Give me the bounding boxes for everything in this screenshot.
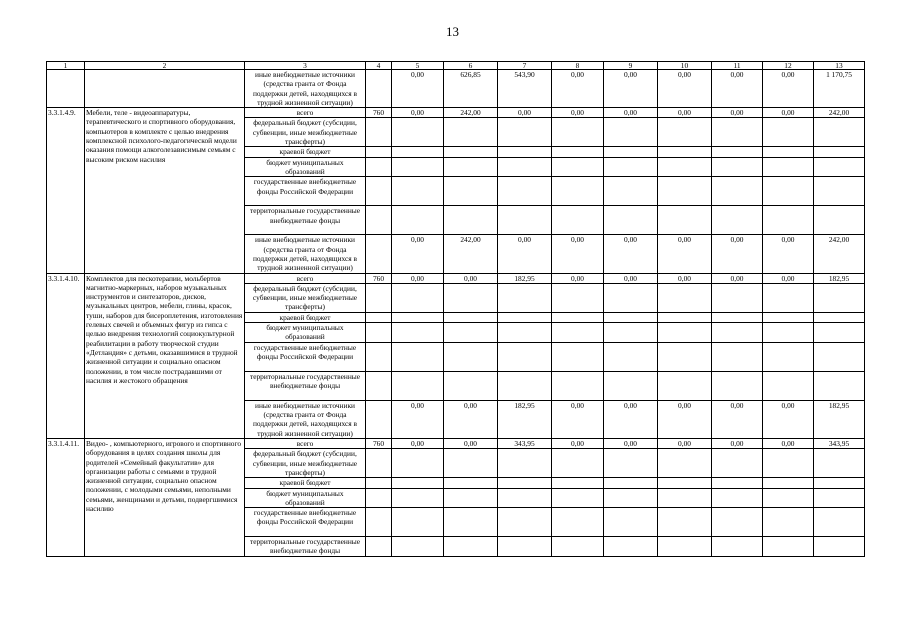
value-cell: 0,00	[763, 438, 814, 448]
value-cell	[604, 508, 658, 537]
value-cell	[712, 449, 763, 478]
header-cell: 1	[47, 62, 85, 70]
value-cell	[552, 206, 604, 235]
value-cell	[552, 478, 604, 488]
value-cell	[712, 206, 763, 235]
value-cell: 242,00	[814, 235, 865, 273]
value-cell	[658, 283, 712, 312]
col4-cell	[366, 147, 392, 157]
value-cell	[552, 508, 604, 537]
value-cell	[552, 147, 604, 157]
value-cell	[763, 323, 814, 343]
value-cell	[763, 449, 814, 478]
value-cell	[658, 449, 712, 478]
header-cell: 7	[498, 62, 552, 70]
value-cell	[814, 283, 865, 312]
source-cell: государственные внебюджетные фонды Российской Федерации	[245, 342, 366, 371]
value-cell	[814, 206, 865, 235]
value-cell	[658, 488, 712, 508]
value-cell	[763, 488, 814, 508]
value-cell	[658, 206, 712, 235]
col4-cell	[366, 400, 392, 438]
value-cell: 0,00	[763, 108, 814, 118]
col4-cell	[366, 283, 392, 312]
source-cell: иные внебюджетные источники (средства гранта от Фонда поддержки детей, находящихся в трудной жизненной ситуации)	[245, 400, 366, 438]
value-cell	[366, 70, 392, 108]
value-cell: 0,00	[763, 400, 814, 438]
value-cell	[763, 118, 814, 147]
value-cell: 0,00	[552, 400, 604, 438]
value-cell	[763, 147, 814, 157]
source-cell: краевой бюджет	[245, 478, 366, 488]
value-cell	[814, 478, 865, 488]
value-cell: 0,00	[604, 235, 658, 273]
value-cell: 0,00	[392, 235, 444, 273]
table-header-row	[47, 62, 865, 70]
value-cell	[392, 147, 444, 157]
value-cell	[444, 488, 498, 508]
value-cell	[444, 537, 498, 557]
col4-cell	[366, 537, 392, 557]
value-cell	[444, 206, 498, 235]
value-cell: 0,00	[444, 400, 498, 438]
value-cell	[552, 488, 604, 508]
value-cell: 182,95	[498, 273, 552, 283]
value-cell	[498, 478, 552, 488]
col4-cell	[366, 508, 392, 537]
value-cell	[712, 488, 763, 508]
value-cell: 0,00	[498, 235, 552, 273]
value-cell	[444, 323, 498, 343]
value-cell	[712, 312, 763, 322]
value-cell	[814, 371, 865, 400]
source-cell: всего	[245, 108, 366, 118]
value-cell: 0,00	[712, 273, 763, 283]
value-cell: 0,00	[604, 70, 658, 108]
source-cell: всего	[245, 438, 366, 448]
value-cell: 0,00	[763, 70, 814, 108]
item-code: 3.3.1.4.9.	[47, 108, 85, 273]
value-cell	[498, 206, 552, 235]
value-cell: 0,00	[604, 108, 658, 118]
value-cell	[498, 449, 552, 478]
source-cell: федеральный бюджет (субсидии, субвенции, иные межбюджетные трансферты)	[245, 118, 366, 147]
value-cell	[658, 157, 712, 177]
value-cell: 343,95	[498, 438, 552, 448]
value-cell: 0,00	[658, 235, 712, 273]
source-cell: территориальные государственные внебюджетные фонды	[245, 537, 366, 557]
value-cell	[392, 342, 444, 371]
header-cell: 5	[392, 62, 444, 70]
value-cell	[552, 449, 604, 478]
value-cell: 0,00	[392, 70, 444, 108]
value-cell	[444, 449, 498, 478]
value-cell	[712, 508, 763, 537]
value-cell: 0,00	[604, 273, 658, 283]
value-cell	[658, 342, 712, 371]
value-cell	[712, 323, 763, 343]
value-cell	[498, 488, 552, 508]
value-cell	[604, 118, 658, 147]
value-cell: 0,00	[552, 108, 604, 118]
value-cell	[498, 508, 552, 537]
value-cell: 242,00	[444, 235, 498, 273]
value-cell	[552, 323, 604, 343]
value-cell	[444, 177, 498, 206]
value-cell	[392, 157, 444, 177]
value-cell: 0,00	[604, 400, 658, 438]
value-cell	[658, 323, 712, 343]
value-cell	[658, 508, 712, 537]
value-cell	[392, 449, 444, 478]
source-cell: государственные внебюджетные фонды Российской Федерации	[245, 177, 366, 206]
value-cell: 0,00	[712, 438, 763, 448]
source-cell: иные внебюджетные источники (средства гранта от Фонда поддержки детей, находящихся в трудной жизненной ситуации)	[245, 235, 366, 273]
item-code: 3.3.1.4.11.	[47, 438, 85, 556]
value-cell	[552, 371, 604, 400]
value-cell	[763, 508, 814, 537]
value-cell	[712, 147, 763, 157]
value-cell: 0,00	[552, 273, 604, 283]
col4-cell	[366, 449, 392, 478]
value-cell	[658, 537, 712, 557]
col4-cell	[366, 371, 392, 400]
value-cell	[498, 371, 552, 400]
value-cell	[763, 371, 814, 400]
source-cell: территориальные государственные внебюджетные фонды	[245, 206, 366, 235]
value-cell	[444, 342, 498, 371]
value-cell	[552, 118, 604, 147]
value-cell	[444, 508, 498, 537]
value-cell: 0,00	[392, 438, 444, 448]
value-cell	[552, 312, 604, 322]
name-cell	[85, 70, 245, 108]
value-cell: 0,00	[712, 400, 763, 438]
value-cell	[604, 206, 658, 235]
value-cell	[498, 147, 552, 157]
value-cell	[552, 177, 604, 206]
value-cell	[604, 342, 658, 371]
value-cell: 0,00	[444, 273, 498, 283]
value-cell	[658, 118, 712, 147]
value-cell	[814, 177, 865, 206]
value-cell	[498, 157, 552, 177]
value-cell	[444, 312, 498, 322]
header-cell: 13	[814, 62, 865, 70]
value-cell	[604, 147, 658, 157]
header-cell: 10	[658, 62, 712, 70]
value-cell: 182,95	[498, 400, 552, 438]
value-cell	[392, 283, 444, 312]
col4-cell: 760	[366, 108, 392, 118]
col4-cell	[366, 312, 392, 322]
item-name: Видео- , компьютерного, игрового и спортивного оборудования в целях создания школы для родителей «Семейный факультатив» для организации работы с семьями в трудной жизненной ситуации, социально опасном положении, с молодыми семьями, неполными семьями, женщинами и детьми, подвергшимися насилию	[85, 438, 245, 556]
value-cell: 0,00	[604, 438, 658, 448]
value-cell	[712, 478, 763, 488]
value-cell: 0,00	[712, 70, 763, 108]
value-cell: 0,00	[498, 108, 552, 118]
value-cell: 0,00	[392, 273, 444, 283]
source-cell: краевой бюджет	[245, 147, 366, 157]
value-cell: 0,00	[552, 70, 604, 108]
value-cell	[498, 312, 552, 322]
value-cell	[763, 537, 814, 557]
value-cell: 626,85	[444, 70, 498, 108]
header-cell: 8	[552, 62, 604, 70]
value-cell	[498, 323, 552, 343]
item-name: Комплектов для пескотерапии, мольбертов магнитно-маркерных, наборов музыкальных инструментов и синтезаторов, дисков, музыкальных центров, мебели, глины, красок, туши, наборов для бисероплетения, изготовления гелевых свечей и объемных фигур из гипса с целью внедрения технологий социокультурной реабилитации в работу творческой студии «Детландия» с детьми, оказавшимися в трудной жизненной ситуации и социально опасном положении, в том числе пострадавшими от насилия и жестокого обращения	[85, 273, 245, 438]
value-cell	[392, 488, 444, 508]
value-cell	[604, 157, 658, 177]
value-cell	[814, 537, 865, 557]
col4-cell	[366, 478, 392, 488]
value-cell	[814, 312, 865, 322]
value-cell	[814, 342, 865, 371]
header-cell: 6	[444, 62, 498, 70]
value-cell	[658, 312, 712, 322]
value-cell: 0,00	[658, 108, 712, 118]
source-cell: федеральный бюджет (субсидии, субвенции, иные межбюджетные трансферты)	[245, 449, 366, 478]
value-cell	[498, 118, 552, 147]
page-number: 13	[446, 24, 459, 39]
value-cell	[552, 157, 604, 177]
value-cell	[392, 371, 444, 400]
value-cell	[444, 283, 498, 312]
value-cell: 242,00	[444, 108, 498, 118]
value-cell	[392, 537, 444, 557]
col4-cell	[366, 118, 392, 147]
value-cell: 0,00	[392, 400, 444, 438]
value-cell	[712, 157, 763, 177]
value-cell	[763, 206, 814, 235]
value-cell	[552, 342, 604, 371]
col4-cell	[366, 488, 392, 508]
value-cell: 0,00	[763, 273, 814, 283]
header-cell: 12	[763, 62, 814, 70]
value-cell: 0,00	[658, 273, 712, 283]
value-cell	[444, 371, 498, 400]
source-cell: бюджет муниципальных образований	[245, 488, 366, 508]
value-cell	[658, 371, 712, 400]
value-cell: 343,95	[814, 438, 865, 448]
col4-cell	[366, 323, 392, 343]
value-cell: 1 170,75	[814, 70, 865, 108]
header-cell: 4	[366, 62, 392, 70]
value-cell	[712, 537, 763, 557]
value-cell: 0,00	[552, 438, 604, 448]
value-cell	[444, 118, 498, 147]
value-cell	[604, 449, 658, 478]
value-cell	[658, 478, 712, 488]
value-cell: 0,00	[658, 438, 712, 448]
value-cell	[712, 283, 763, 312]
value-cell	[392, 312, 444, 322]
value-cell	[763, 478, 814, 488]
source-cell: иные внебюджетные источники (средства гранта от Фонда поддержки детей, находящихся в трудной жизненной ситуации)	[245, 70, 366, 108]
source-cell: краевой бюджет	[245, 312, 366, 322]
value-cell	[444, 147, 498, 157]
header-cell: 3	[245, 62, 366, 70]
value-cell	[814, 508, 865, 537]
source-cell: государственные внебюджетные фонды Российской Федерации	[245, 508, 366, 537]
value-cell	[814, 147, 865, 157]
header-cell: 2	[85, 62, 245, 70]
value-cell	[604, 312, 658, 322]
value-cell: 0,00	[763, 235, 814, 273]
value-cell	[712, 177, 763, 206]
value-cell	[392, 508, 444, 537]
value-cell	[392, 118, 444, 147]
code-cell	[47, 70, 85, 108]
source-cell: бюджет муниципальных образований	[245, 323, 366, 343]
value-cell: 0,00	[712, 108, 763, 118]
value-cell	[604, 488, 658, 508]
value-cell	[658, 147, 712, 157]
value-cell: 543,90	[498, 70, 552, 108]
value-cell	[814, 488, 865, 508]
source-cell: территориальные государственные внебюджетные фонды	[245, 371, 366, 400]
item-name: Мебели, теле - видеоаппаратуры, терапевтического и спортивного оборудования, компьютеров в комплекте с целью внедрения комплексной психолого-педагогической модели оказания помощи алкоголезависимым семьям с высоким риском насилия	[85, 108, 245, 273]
col4-cell: 760	[366, 273, 392, 283]
source-cell: бюджет муниципальных образований	[245, 157, 366, 177]
value-cell: 0,00	[392, 108, 444, 118]
value-cell	[444, 478, 498, 488]
value-cell: 0,00	[658, 400, 712, 438]
table-row	[47, 273, 865, 283]
value-cell	[763, 312, 814, 322]
budget-table	[46, 61, 865, 557]
source-cell: всего	[245, 273, 366, 283]
value-cell	[763, 342, 814, 371]
value-cell	[604, 323, 658, 343]
value-cell	[604, 371, 658, 400]
col4-cell: 760	[366, 438, 392, 448]
value-cell	[712, 118, 763, 147]
value-cell	[444, 157, 498, 177]
table-row	[47, 108, 865, 118]
value-cell	[498, 177, 552, 206]
value-cell	[712, 342, 763, 371]
value-cell	[498, 342, 552, 371]
value-cell	[763, 157, 814, 177]
col4-cell	[366, 235, 392, 273]
value-cell	[604, 478, 658, 488]
value-cell	[552, 283, 604, 312]
col4-cell	[366, 342, 392, 371]
value-cell	[604, 283, 658, 312]
table-row	[47, 438, 865, 448]
value-cell: 0,00	[658, 70, 712, 108]
header-cell: 11	[712, 62, 763, 70]
value-cell	[552, 537, 604, 557]
value-cell	[392, 323, 444, 343]
value-cell: 182,95	[814, 273, 865, 283]
value-cell	[814, 449, 865, 478]
value-cell: 0,00	[444, 438, 498, 448]
col4-cell	[366, 157, 392, 177]
header-cell: 9	[604, 62, 658, 70]
col4-cell	[366, 177, 392, 206]
value-cell	[814, 323, 865, 343]
value-cell: 182,95	[814, 400, 865, 438]
value-cell	[498, 537, 552, 557]
value-cell	[604, 177, 658, 206]
value-cell	[763, 177, 814, 206]
source-cell: федеральный бюджет (субсидии, субвенции, иные межбюджетные трансферты)	[245, 283, 366, 312]
value-cell	[814, 118, 865, 147]
value-cell	[712, 371, 763, 400]
value-cell	[658, 177, 712, 206]
table-row	[47, 70, 865, 108]
item-code: 3.3.1.4.10.	[47, 273, 85, 438]
value-cell	[392, 478, 444, 488]
value-cell	[392, 177, 444, 206]
value-cell	[763, 283, 814, 312]
value-cell	[814, 157, 865, 177]
value-cell: 0,00	[712, 235, 763, 273]
value-cell	[498, 283, 552, 312]
col4-cell	[366, 206, 392, 235]
value-cell	[604, 537, 658, 557]
value-cell: 0,00	[552, 235, 604, 273]
value-cell: 242,00	[814, 108, 865, 118]
value-cell	[392, 206, 444, 235]
